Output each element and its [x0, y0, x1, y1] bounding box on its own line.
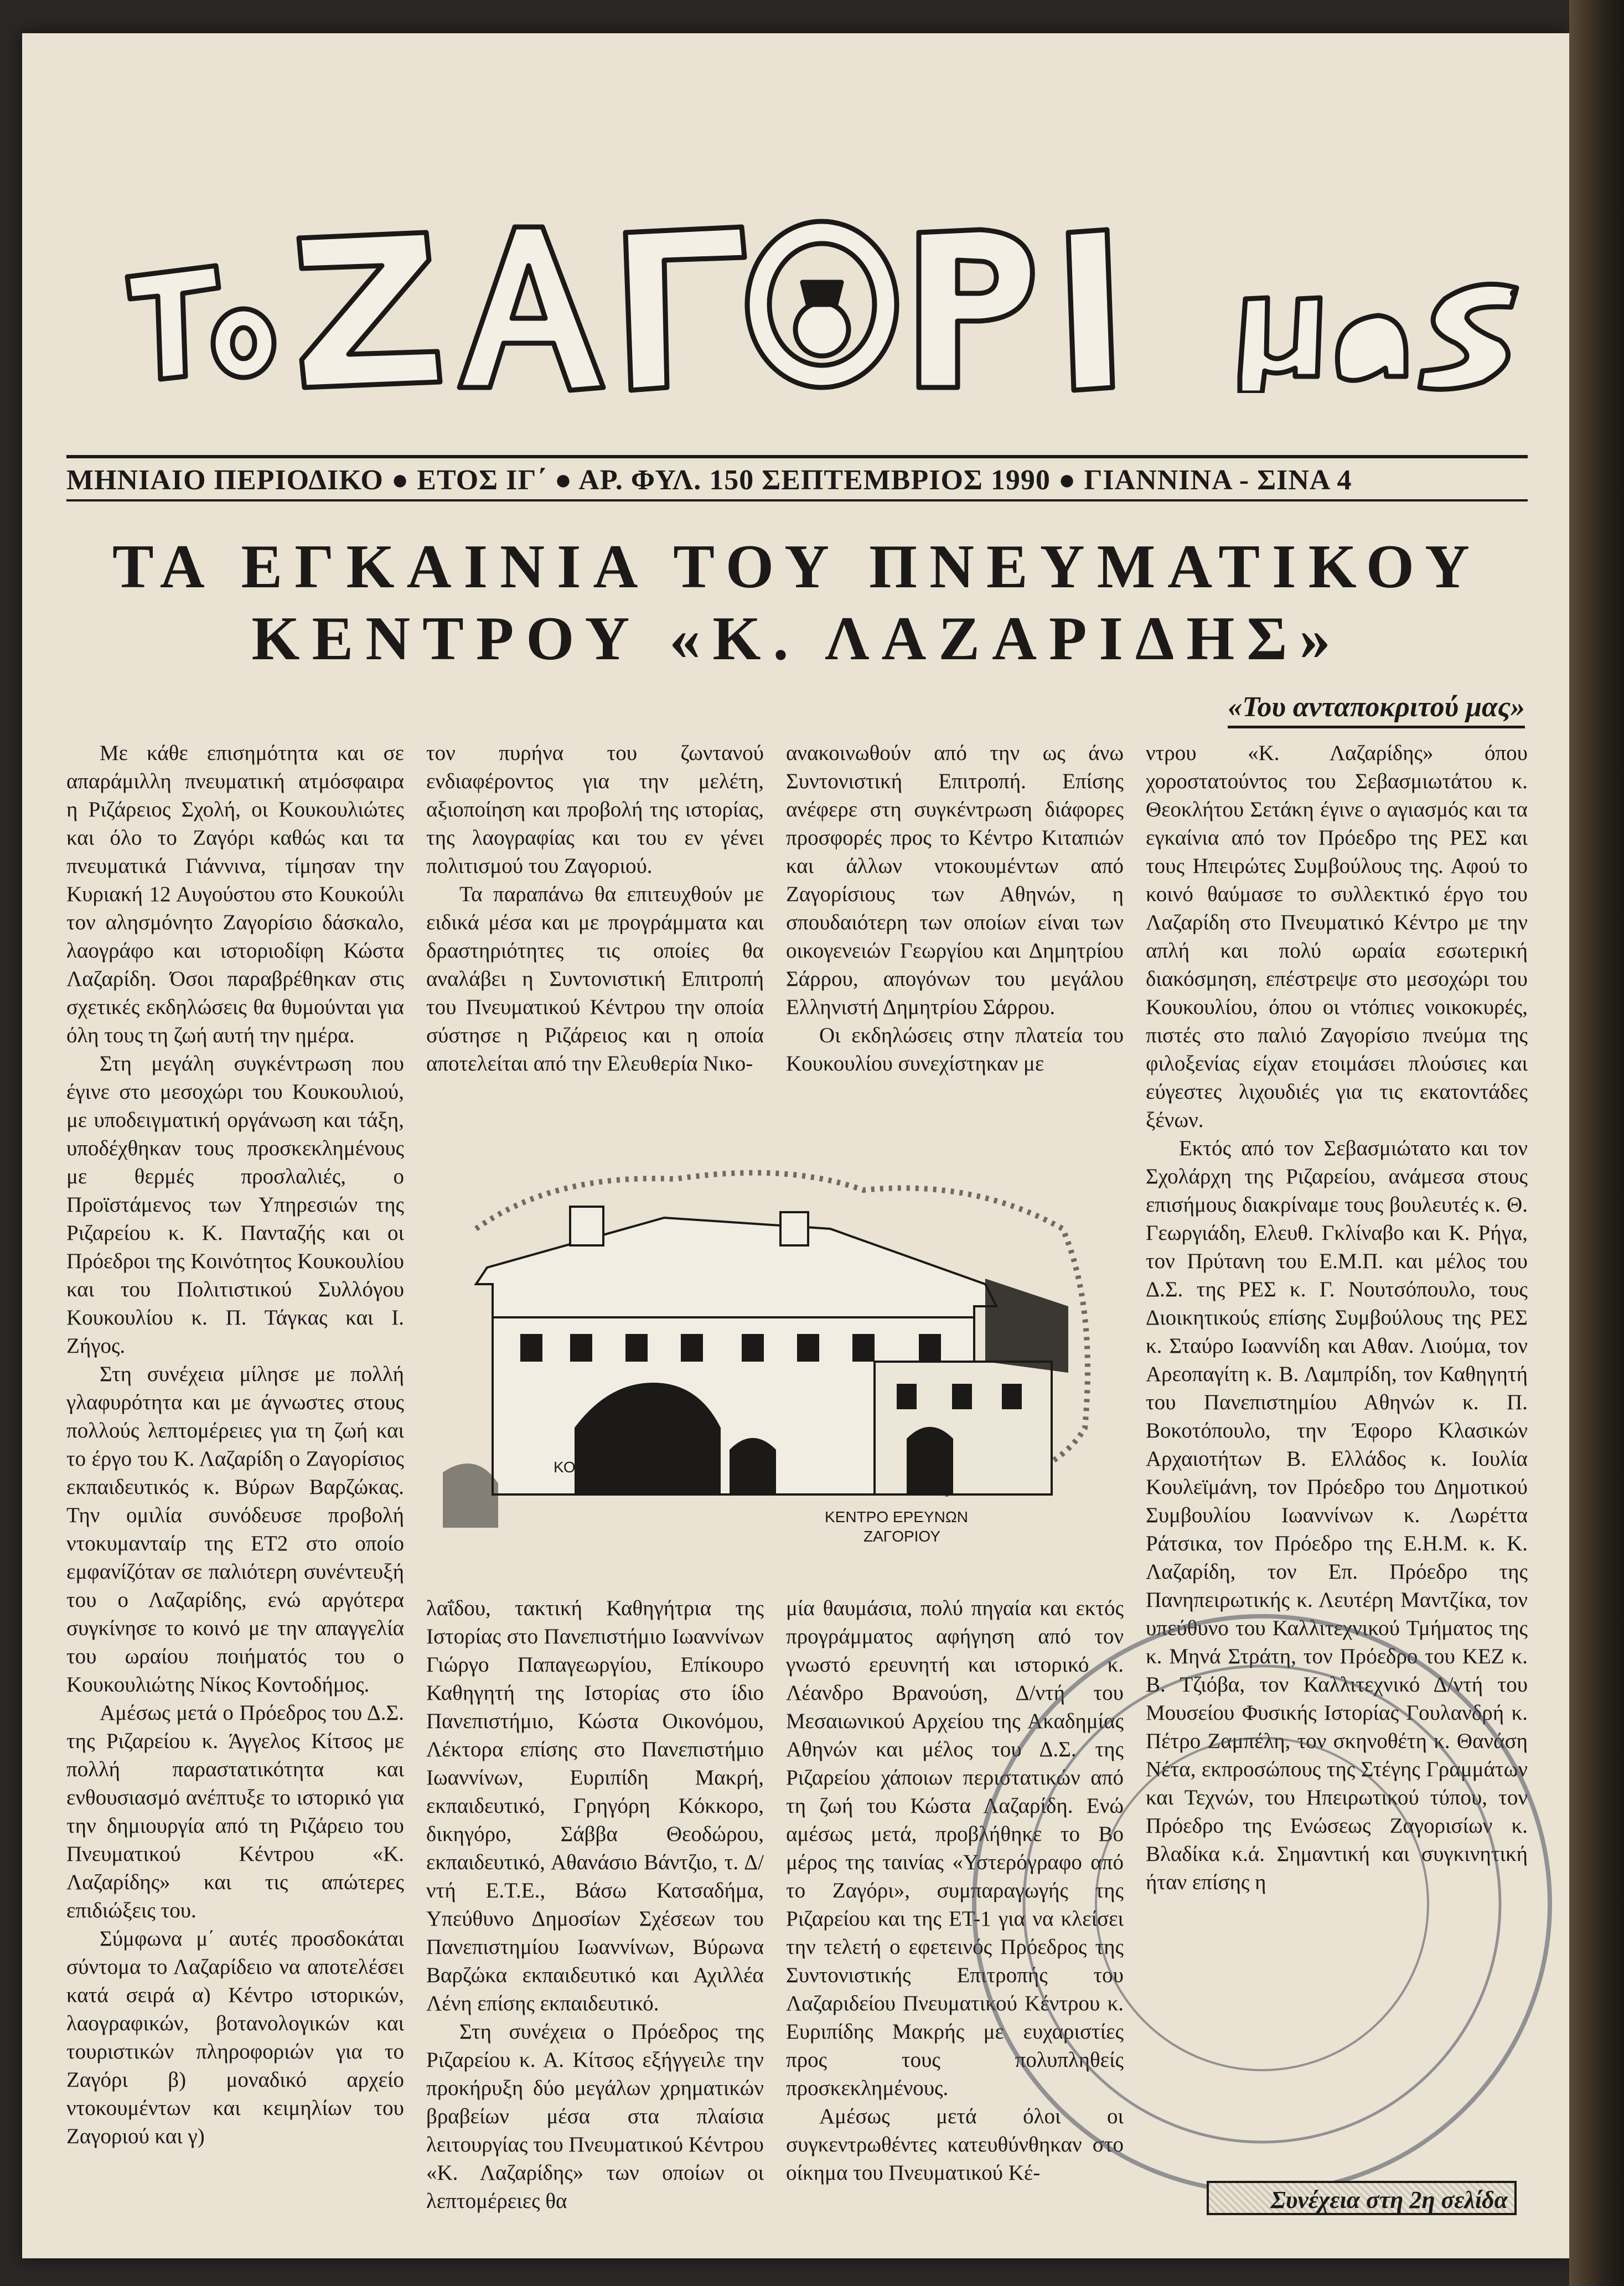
building-illustration [443, 1140, 1118, 1561]
continued-on-page-2-box: Συνέχεια στη 2η σελίδα [1207, 2181, 1517, 2215]
paragraph: Σύμφωνα μ΄ αυτές προσδοκάται σύντομα το Λαζαρίδειο να αποτελέσει κατά σειρά α) Κέντρο ιστορικών, λαογραφικών, βοτανολογικών και τουριστικών πληροφοριών για το Ζαγόρι β) μοναδικό αρχείο ντοκουμέντων και κειμηλίων του Ζαγοριού και γ) [66, 1927, 404, 2148]
paragraph: Εκτός από τον Σεβασμιώτατο και τον Σχολάρχη της Ριζαρείου, ανάμεσα στους επισήμους διακρίναμε τους βουλευτές κ. Θ. Γεωργιάδη, Ελευθ. Γκλίναβο και Κ. Ρήγα, τον Πρύτανη του Ε.Μ.Π. και μέλος του Δ.Σ. της ΡΕΣ κ. Γ. Νουτσόπουλο, τους Διοικητικούς επίσης Συμβούλους της ΡΕΣ κ. Σταύρο Ιωαννίδη και Αθαν. Λιούμα, τον Αρεοπαγίτη κ. Β. Λαμπρίδη, τον Καθηγητή του Πανεπιστημίου Αθηνών κ. Π. Βοκοτόπουλο, την Έφορο Κλασικών Αρχαιοτήτων Β. Ελλάδος κ. Ιουλία Κουλεϊμάνη, τον Πρόεδρο του Δημοτικού Συμβουλίου Ιωαννίνων κ. Λωρέττα Ράτσικα, τον Πρόεδρο της Ε.Η.Μ. κ. Κ. Λαζαρίδη, τον Επ. Πρόεδρο της Πανηπειρωτικής κ. Λευτέρη Μαντζίκα, τον υπεύθυνο του Καλλιτεχνικού Τμήματος της κ. Μηνά Στράτη, τον Πρόεδρο του ΚΕΖ κ. Β. Τζιόβα, τον Καλλιτεχνικό Δ/ντή του Μουσείου Φυσικής Ιστορίας Γουλανδρή κ. Πέτρο Ζαμπέλη, τον σκηνοθέτη κ. Θανάση Νέτα, εκπροσώπους της Στέγης Γραμμάτων και Τεχνών, του Ηπειρωτικού τύπου, τον Πρόεδρο της Ενώσεως Ζαγορισίων κ. Βλαδίκα κ.ά. Σημαντική και συγκινητική ήταν επίσης η [1146, 1136, 1528, 1894]
headline-line-2: ΚΕΝΤΡΟΥ «Κ. ΛΑΖΑΡΙΔΗΣ» [251, 604, 1343, 673]
paragraph: τον πυρήνα του ζωντανού ενδιαφέροντος για την μελέτη, αξιοποίηση και προβολή της ιστορίας, της λαογραφίας και του εν γένει πολιτισμού του Ζαγοριού. [426, 741, 764, 878]
paragraph: ανακοινωθούν από την ως άνω Συντονιστική Επιτροπή. Επίσης ανέφερε στη συγκέντρωση διάφορες προσφορές προς το Κέντρο Κιταπιών και άλλων ντοκουμέντων από Ζαγορίσιους των Αθηνών, η σπουδαιότερη των οποίων είναι των οικογενειών Γεωργίου και Δημητρίου Σάρρου, απογόνων του μεγάλου Ελληνιστή Δημητρίου Σάρρου. [786, 741, 1124, 1019]
column-2-bottom [426, 1594, 764, 2215]
paragraph: Αμέσως μετά ο Πρόεδρος του Δ.Σ. της Ριζαρείου κ. Άγγελος Κίτσος με πολλή παραστατικότητα και ενθουσιασμό ανέπτυξε το ιστορικό για την δημιουργία από τη Ριζάρειο του Πνευματικού Κέντρου «Κ. Λαζαρίδης» και τις απώτερες επιδιώξεις του. [66, 1701, 404, 1922]
bottom-rule [66, 499, 1528, 501]
paragraph: Στη μεγάλη συγκέντρωση που έγινε στο μεσοχώρι του Κουκουλιού, με υποδειγματική οργάνωση και τάξη, υποδέχθηκαν τους προσκεκλημένους με θερμές προσλαλιές, ο Προϊστάμενος των Υπηρεσιών της Ριζαρείου κ. Κ. Πανταζής και οι Πρόεδροι της Κοινότητος Κουκουλίου και του Πολιτιστικού Συλλόγου Κουκουλίου κ. Π. Τάγκας και Ι. Ζήγος. [66, 1052, 404, 1358]
column-1 [66, 739, 404, 2150]
top-rule [66, 455, 1528, 458]
caption-kentro: ΚΕΝΤΡΟ ΕΡΕΥΝΩΝ [825, 1508, 968, 1525]
caption-zagoriou: ΖΑΓΟΡΙΟΥ [863, 1528, 940, 1545]
book-binding [1569, 0, 1624, 2286]
masthead-logo [116, 210, 1544, 393]
newspaper-page [22, 33, 1569, 2258]
paragraph: Οι εκδηλώσεις στην πλατεία του Κουκουλίου συνεχίστηκαν με [786, 1023, 1124, 1075]
column-2-top [426, 739, 764, 1078]
column-3-top [786, 739, 1124, 1078]
byline: «Του ανταποκριτού μας» [1228, 691, 1525, 728]
paragraph: Τα παραπάνω θα επιτευχθούν με ειδικά μέσα και με προγράμματα και δραστηριότητες τις οποίες θα αναλάβει η Συντονιστική Επιτροπή του Πνευματικού Κέντρου την οποία σύστησε η Ριζάρειος και η οποία αποτελείται από την Ελευθερία Νικο- [426, 882, 764, 1075]
paragraph: Στη συνέχεια ο Πρόεδρος της Ριζαρείου κ. Α. Κίτσος εξήγγειλε την προκήρυξη δύο μεγάλων χρηματικών βραβείων μέσα στα πλαίσια λειτουργίας του Πνευματικού Κέντρου «Κ. Λαζαρίδης» των οποίων οι λεπτομέρειες θα [426, 2020, 764, 2213]
caption-koukouli: ΚΟΥΚΟΥΛΙ [554, 1459, 631, 1476]
paragraph: λαΐδου, τακτική Καθηγήτρια της Ιστορίας στο Πανεπιστήμιο Ιωαννίνων Γιώργο Παπαγεωργίου, Επίκουρο Καθηγητή της Ιστορίας στο ίδιο Πανεπιστήμιο, Κώστα Οικονόμου, Λέκτορα επίσης στο Πανεπιστήμιο Ιωαννίνων, Ευριπίδη Μακρή, εκπαιδευτικό, Γρηγόρη Κόκκορο, δικηγόρο, Σάββα Θεοδώρου, εκπαιδευτικό, Αθανάσιο Βάντζιο, τ. Δ/ντή Ε.Τ.Ε., Βάσω Κατσαδήμα, Υπεύθυνο Δημοσίων Σχέσεων του Πανεπιστημίου Ιωαννίνων, Βύρωνα Βαρζώκα εκπαιδευτικό και Αχιλλέα Λένη επίσης εκπαιδευτικό. [426, 1596, 764, 2015]
headline-line-1: ΤΑ ΕΓΚΑΙΝΙΑ ΤΟΥ ΠΝΕΥΜΑΤΙΚΟΥ [112, 532, 1482, 601]
paragraph: ντρου «Κ. Λαζαρίδης» όπου χοροστατούντος του Σεβασμιωτάτου κ. Θεοκλήτου Σετάκη έγινε ο αγιασμός και τα εγκαίνια από τον Πρόεδρο της ΡΕΣ και τους Ηπειρώτες Συμβούλους της. Αφού το κοινό θαύμασε το συλλεκτικό έργο του Λαζαρίδη στο Πνευματικό Κέντρο με την απλή και πολύ ωραία εσωτερική διακόσμηση, επέστρεψε στο μεσοχώρι του Κουκουλίου, όπου οι ντόπιες νοικοκυρές, πιστές στο παλιό Ζαγορίσιο πνεύμα της φιλοξενίας είχαν ετοιμάσει πλούσιες και εύγεστες λιχουδιές για τις εκατοντάδες ξένων. [1146, 741, 1528, 1132]
paragraph: Αμέσως μετά όλοι οι συγκεντρωθέντες κατευθύνθηκαν στο οίκημα του Πνευματικού Κέ- [786, 2104, 1124, 2185]
issue-info-line: ΜΗΝΙΑΙΟ ΠΕΡΙΟΔΙΚΟ ● ΕΤΟΣ ΙΓ΄ ● ΑΡ. ΦΥΛ. 150 ΣΕΠΤΕΜΒΡΙΟΣ 1990 ● ΓΙΑΝΝΙΝΑ - ΣΙΝΑ 4 [66, 464, 1352, 496]
paragraph: Στη συνέχεια μίλησε με πολλή γλαφυρότητα και με άγνωστες στους πολλούς λεπτομέρειες για τη ζωή και το έργο του Κ. Λαζαρίδη ο Ζαγορίσιος εκπαιδευτικός κ. Βύρων Βαρζώκας. Την ομιλία συνόδευσε προβολή ντοκυμανταίρ της ΕΤ2 στο οποίο εμφανίζόταν σε παλιότερη συνέντευξή του ο Λαζαρίδης, ενώ αργότερα συγκίνησε το κοινό με την απαγγελία του ωραίου ποιήματός του ο Κουκουλιώτης Νίκος Κοντοδήμος. [66, 1362, 404, 1697]
library-stamp [963, 1605, 1561, 2203]
paragraph: μία θαυμάσια, πολύ πηγαία και εκτός προγράμματος αφήγηση από τον γνωστό ερευνητή και ιστορικό κ. Λέανδρο Βρανούση, Δ/ντή του Μεσαιωνικού Αρχείου της Ακαδημίας Αθηνών και μέλος του Δ.Σ. της Ριζαρείου χάποιων περιστατικών από τη ζωή του Κώστα Λαζαρίδη. Ενώ αμέσως μετά, προβλήθηκε το Βο μέρος της ταινίας «Υστερόγραφο από το Ζαγόρι», συμπαραγωγής της Ριζαρείου και της ΕΤ-1 για να κλείσει την τελετή ο εφετεινός Πρόεδρος της Συντονιστικής Επιτροπής του Λαζαριδείου Πνευματικού Κέντρου κ. Ευριπίδης Μακρής με ευχαριστίες προς τους πολυπληθείς προσκεκλημένους. [786, 1596, 1124, 2100]
paragraph: Με κάθε επισημότητα και σε απαράμιλλη πνευματική ατμόσφαιρα η Ριζάρειος Σχολή, οι Κουκουλιώτες και όλο το Ζαγόρι καθώς και τα πνευματικά Γιάννινα, τίμησαν την Κυριακή 12 Αυγούστου στο Κουκούλι τον αλησμόνητο Ζαγορίσιο δάσκαλο, λαογράφο και ιστοριοδίφη Κώστα Λαζαρίδη. Όσοι παραβρέθηκαν στις σχετικές εκδηλώσεις θα θυμούνται για όλη τους τη ζωή αυτή την ημέρα. [66, 741, 404, 1047]
